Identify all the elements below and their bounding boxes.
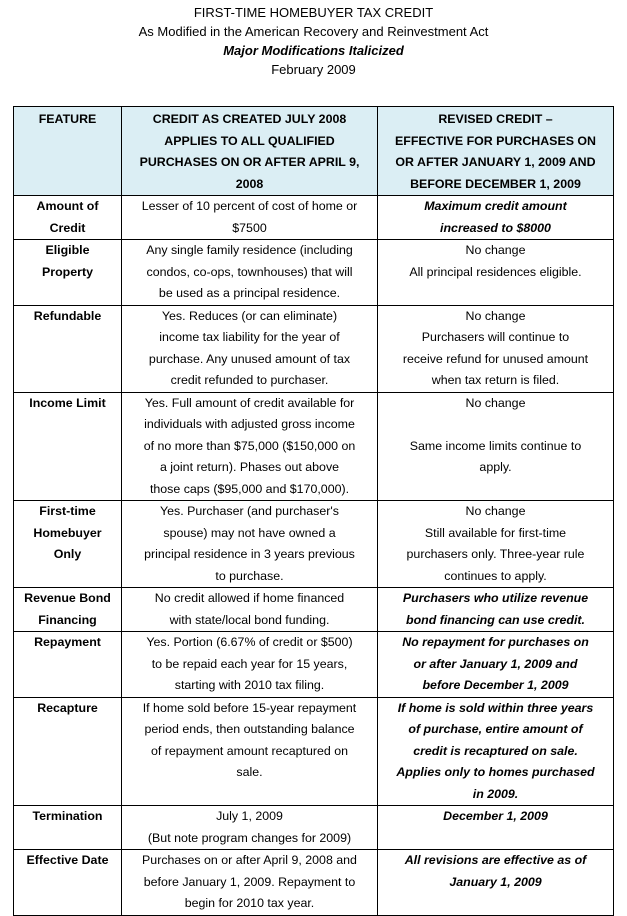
cell-text-line: Maximum credit amount — [424, 199, 567, 213]
header-line: REVISED CREDIT – — [438, 112, 553, 126]
cell-text-line: Same income limits continue to — [409, 438, 582, 453]
feature-cell — [14, 196, 122, 240]
cell-text-line: No credit allowed if home financed — [154, 591, 345, 605]
original-credit-cell — [122, 305, 378, 392]
revised-credit-cell — [378, 806, 614, 850]
cell-text-line: increased to $8000 — [440, 220, 551, 235]
cell-text-line: Purchases on or after April 9, 2008 and — [142, 853, 357, 867]
document-header — [0, 0, 627, 79]
cell-text-line: before December 1, 2009 — [422, 678, 569, 692]
cell-text-line: Lesser of 10 percent of cost of home or — [141, 199, 358, 213]
table-row — [14, 632, 614, 698]
cell-text-line: All principal residences eligible. — [409, 264, 582, 279]
header-line: APPLIES TO ALL QUALIFIED — [164, 133, 335, 148]
cell-text-line: sale. — [236, 765, 263, 779]
cell-text-line: Purchasers who utilize revenue — [402, 591, 589, 605]
cell-text-line: in 2009. — [472, 786, 519, 801]
feature-cell — [14, 305, 122, 392]
cell-text-line: $7500 — [232, 220, 267, 235]
cell-text-line: Amount of — [36, 199, 99, 213]
header-line: 2008 — [235, 176, 264, 191]
cell-text-line: Purchasers will continue to — [421, 330, 570, 344]
cell-text-line: a joint return). Phases out above — [159, 460, 340, 474]
revised-credit-cell — [378, 240, 614, 306]
cell-text-line: Repayment — [34, 635, 101, 649]
revised-credit-cell — [378, 305, 614, 392]
revised-credit-cell — [378, 392, 614, 501]
cell-text-line: those caps ($95,000 and $170,000). — [149, 481, 350, 496]
original-credit-cell — [122, 501, 378, 588]
document-date: February 2009 — [271, 62, 356, 77]
header-revised-credit — [378, 107, 614, 196]
cell-text-line: when tax return is filed. — [431, 373, 560, 387]
revised-credit-cell — [378, 501, 614, 588]
cell-text-line: No change — [465, 243, 526, 257]
cell-text-line: No change — [465, 504, 526, 518]
cell-text-line: Applies only to homes purchased — [396, 765, 595, 779]
cell-text-line: Homebuyer — [33, 525, 102, 540]
cell-text-line: bond financing can use credit. — [406, 612, 585, 627]
cell-text-line: be used as a principal residence. — [158, 286, 341, 300]
cell-text-line: No change — [465, 395, 526, 410]
feature-cell — [14, 588, 122, 632]
header-feature — [14, 107, 122, 196]
original-credit-cell — [122, 806, 378, 850]
cell-text-line: income tax liability for the year of — [159, 330, 340, 344]
document-subtitle: As Modified in the American Recovery and Reinvestment Act — [138, 24, 489, 39]
revised-credit-cell — [378, 196, 614, 240]
cell-text-line: All revisions are effective as of — [404, 853, 587, 867]
cell-text-line: Any single family residence (including — [146, 243, 353, 257]
cell-text-line: before January 1, 2009. Repayment to — [143, 874, 356, 889]
feature-cell — [14, 697, 122, 806]
revised-credit-cell — [378, 850, 614, 916]
cell-text-line: Income Limit — [29, 395, 106, 410]
cell-text-line: or after January 1, 2009 and — [413, 656, 578, 671]
table-row — [14, 240, 614, 306]
header-line: CREDIT AS CREATED JULY 2008 — [152, 112, 347, 126]
cell-text-line: apply. — [479, 460, 512, 474]
cell-text-line: Yes. Portion (6.67% of credit or $500) — [146, 635, 353, 649]
cell-text-line: Property — [42, 264, 93, 279]
table-row — [14, 588, 614, 632]
cell-text-line: Termination — [32, 809, 103, 823]
cell-text-line: purchasers only. Three-year rule — [406, 547, 585, 561]
cell-text-line: of no more than $75,000 ($150,000 on — [143, 438, 356, 453]
table-row — [14, 501, 614, 588]
table-row — [14, 850, 614, 916]
cell-text-line: receive refund for unused amount — [402, 351, 589, 366]
feature-cell — [14, 850, 122, 916]
original-credit-cell — [122, 850, 378, 916]
cell-text-line: Yes. Full amount of credit available for — [144, 395, 355, 410]
cell-text-line: purchase. Any unused amount of tax — [148, 351, 351, 366]
cell-text-line: Only — [53, 547, 82, 561]
cell-text-line: No change — [465, 308, 526, 323]
original-credit-cell — [122, 632, 378, 698]
cell-text-line: principal residence in 3 years previous — [144, 547, 355, 561]
table-row — [14, 305, 614, 392]
cell-text-line: credit refunded to purchaser. — [170, 373, 329, 387]
feature-cell — [14, 240, 122, 306]
revised-credit-cell — [378, 697, 614, 806]
cell-text-line: to be repaid each year for 15 years, — [151, 656, 348, 671]
cell-text-line: to purchase. — [215, 568, 284, 583]
cell-text-line: Refundable — [33, 308, 102, 323]
table-body — [14, 196, 614, 916]
cell-text-line: First-time — [39, 504, 96, 518]
document-title: FIRST-TIME HOMEBUYER TAX CREDIT — [193, 5, 434, 20]
cell-text-line: period ends, then outstanding balance — [144, 722, 355, 736]
cell-text-line: Effective Date — [26, 853, 109, 867]
revised-credit-cell — [378, 632, 614, 698]
cell-text-line: No repayment for purchases on — [402, 635, 589, 649]
feature-cell — [14, 501, 122, 588]
cell-text-line: of repayment amount recaptured on — [151, 743, 348, 758]
table-row — [14, 392, 614, 501]
cell-text-line: If home is sold within three years — [397, 700, 594, 715]
cell-text-line: Yes. Purchaser (and purchaser's — [160, 504, 339, 518]
feature-cell — [14, 632, 122, 698]
table-row — [14, 806, 614, 850]
comparison-table — [13, 106, 614, 916]
feature-cell — [14, 806, 122, 850]
original-credit-cell — [122, 240, 378, 306]
cell-text-line: continues to apply. — [444, 568, 547, 583]
cell-text-line: Still available for first-time — [424, 525, 567, 540]
table-header-row — [14, 107, 614, 196]
cell-text-line: January 1, 2009 — [449, 874, 542, 889]
cell-text-line: begin for 2010 tax year. — [184, 896, 315, 910]
cell-text-line: with state/local bond funding. — [169, 612, 330, 627]
cell-text-line: spouse) may not have owned a — [163, 525, 336, 540]
cell-text-line: Recapture — [37, 700, 98, 715]
feature-cell — [14, 392, 122, 501]
cell-text-line: Credit — [49, 220, 86, 235]
cell-text-line: Financing — [38, 612, 97, 627]
cell-text-line: Eligible — [45, 243, 90, 257]
original-credit-cell — [122, 196, 378, 240]
cell-text-line: December 1, 2009 — [443, 809, 548, 823]
header-original-credit — [122, 107, 378, 196]
cell-text-line: individuals with adjusted gross income — [144, 417, 355, 431]
cell-text-line: Yes. Reduces (or can eliminate) — [161, 308, 338, 323]
modifications-note: Major Modifications Italicized — [223, 43, 404, 58]
cell-text-line: If home sold before 15-year repayment — [142, 700, 357, 715]
cell-text-line: July 1, 2009 — [216, 809, 283, 823]
original-credit-cell — [122, 392, 378, 501]
cell-text-line: (But note program changes for 2009) — [147, 830, 352, 845]
header-line: EFFECTIVE FOR PURCHASES ON — [394, 133, 597, 148]
header-line: PURCHASES ON OR AFTER APRIL 9, — [139, 155, 360, 169]
table-row — [14, 697, 614, 806]
cell-text-line: Revenue Bond — [24, 591, 111, 605]
revised-credit-cell — [378, 588, 614, 632]
cell-text-line: condos, co-ops, townhouses) that will — [146, 264, 353, 279]
cell-text-line: starting with 2010 tax filing. — [174, 678, 325, 692]
original-credit-cell — [122, 697, 378, 806]
cell-text-line — [381, 414, 610, 436]
header-line: OR AFTER JANUARY 1, 2009 AND — [395, 155, 596, 169]
cell-text-line: of purchase, entire amount of — [408, 722, 583, 736]
original-credit-cell — [122, 588, 378, 632]
table-row — [14, 196, 614, 240]
header-line: FEATURE — [38, 112, 97, 126]
cell-text-line: credit is recaptured on sale. — [413, 743, 578, 758]
header-line: BEFORE DECEMBER 1, 2009 — [410, 176, 581, 191]
